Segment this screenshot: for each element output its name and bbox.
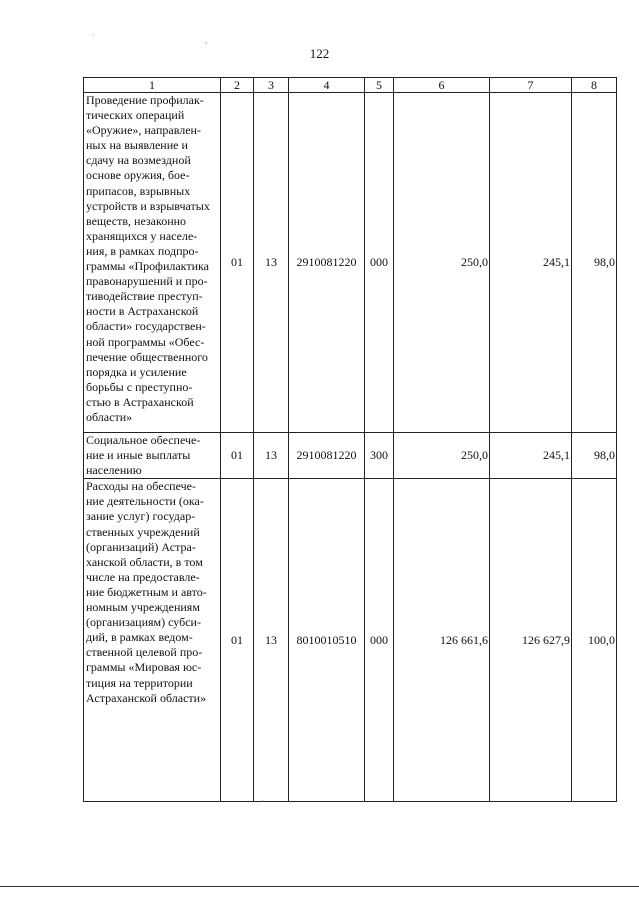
description-line: области» государствен- bbox=[86, 319, 206, 334]
expense-type-code-cell: 000 bbox=[365, 479, 394, 802]
description-line: устройств и взрывчатых bbox=[86, 198, 210, 213]
description-line: дий, в рамках ведом- bbox=[86, 630, 193, 645]
subsection-code-cell: 13 bbox=[254, 93, 289, 433]
description-line: тиция на территории bbox=[86, 675, 193, 690]
scan-speck: ˙ bbox=[92, 33, 95, 43]
description-line: ности в Астраханской bbox=[86, 304, 199, 319]
row-description bbox=[84, 93, 221, 433]
execution-percent-cell: 100,0 bbox=[572, 479, 617, 802]
header-col-2: 2 bbox=[221, 78, 254, 93]
description-line: порядка и усиление bbox=[86, 364, 187, 379]
description-line: веществ, незаконно bbox=[86, 213, 187, 228]
description-line: Астраханской области» bbox=[86, 690, 207, 705]
description-line: числе на предоставле- bbox=[86, 569, 200, 584]
description-line: ние бюджетным и авто- bbox=[86, 584, 207, 599]
header-col-8: 8 bbox=[572, 78, 617, 93]
page-edge-line bbox=[0, 886, 639, 887]
description-line: номным учреждениям bbox=[86, 600, 200, 615]
description-line: ственной целевой про- bbox=[86, 645, 203, 660]
row-description bbox=[84, 433, 221, 479]
description-line: ние деятельности (ока- bbox=[86, 494, 204, 509]
page-number: 122 bbox=[309, 46, 330, 61]
description-line: ных на выявление и bbox=[86, 138, 188, 153]
budget-table bbox=[83, 77, 617, 802]
description-line: стью в Астраханской bbox=[86, 394, 194, 409]
description-line: печение общественного bbox=[86, 349, 208, 364]
target-article-code-cell: 2910081220 bbox=[289, 433, 365, 479]
executed-amount-cell: 126 627,9 bbox=[490, 479, 572, 802]
planned-amount-cell: 126 661,6 bbox=[394, 479, 490, 802]
execution-percent-cell: 98,0 bbox=[572, 433, 617, 479]
section-code-cell: 01 bbox=[221, 433, 254, 479]
row-description bbox=[84, 479, 221, 802]
description-line: (организаций) Астра- bbox=[86, 539, 196, 554]
description-line: тических операций bbox=[86, 108, 185, 123]
table-row bbox=[84, 433, 617, 479]
header-col-4: 4 bbox=[289, 78, 365, 93]
description-line: сдачу на возмездной bbox=[86, 153, 191, 168]
description-line: ние и иные выплаты bbox=[86, 448, 191, 463]
header-col-7: 7 bbox=[490, 78, 572, 93]
planned-amount-cell: 250,0 bbox=[394, 433, 490, 479]
description-line: ственных учреждений bbox=[86, 524, 200, 539]
description-line: ханской области, в том bbox=[86, 554, 203, 569]
description-line: населению bbox=[86, 463, 142, 478]
description-line: ной программы «Обес- bbox=[86, 334, 205, 349]
description-line: припасов, взрывных bbox=[86, 183, 191, 198]
description-line: правонарушений и про- bbox=[86, 274, 208, 289]
description-line: граммы «Мировая юс- bbox=[86, 660, 202, 675]
description-line: хранящихся у населе- bbox=[86, 228, 198, 243]
execution-percent-cell: 98,0 bbox=[572, 93, 617, 433]
description-line: тиводействие преступ- bbox=[86, 289, 203, 304]
description-line: основе оружия, бое- bbox=[86, 168, 190, 183]
expense-type-code-cell: 000 bbox=[365, 93, 394, 433]
description-line: граммы «Профилактика bbox=[86, 259, 209, 274]
description-line: зание услуг) государ- bbox=[86, 509, 196, 524]
section-code-cell: 01 bbox=[221, 479, 254, 802]
description-line: Проведение профилак- bbox=[86, 93, 204, 107]
executed-amount-cell: 245,1 bbox=[490, 433, 572, 479]
scan-speck: , bbox=[205, 35, 208, 45]
description-line: области» bbox=[86, 409, 133, 424]
section-code-cell: 01 bbox=[221, 93, 254, 433]
description-line: «Оружие», направлен- bbox=[86, 123, 201, 138]
header-col-5: 5 bbox=[365, 78, 394, 93]
table-row bbox=[84, 479, 617, 802]
header-col-3: 3 bbox=[254, 78, 289, 93]
description-line: борьбы с преступно- bbox=[86, 379, 193, 394]
description-line: Социальное обеспече- bbox=[86, 433, 201, 447]
header-col-6: 6 bbox=[394, 78, 490, 93]
description-line: Расходы на обеспече- bbox=[86, 479, 196, 494]
subsection-code-cell: 13 bbox=[254, 433, 289, 479]
subsection-code-cell: 13 bbox=[254, 479, 289, 802]
description-line: ния, в рамках подпро- bbox=[86, 243, 199, 258]
description-line: (организациям) субси- bbox=[86, 615, 201, 630]
executed-amount-cell: 245,1 bbox=[490, 93, 572, 433]
scan-speck: · bbox=[262, 796, 265, 806]
target-article-code-cell: 8010010510 bbox=[289, 479, 365, 802]
target-article-code-cell: 2910081220 bbox=[289, 93, 365, 433]
table-row bbox=[84, 93, 617, 433]
header-col-1: 1 bbox=[84, 78, 221, 93]
header-row bbox=[84, 78, 617, 93]
planned-amount-cell: 250,0 bbox=[394, 93, 490, 433]
expense-type-code-cell: 300 bbox=[365, 433, 394, 479]
